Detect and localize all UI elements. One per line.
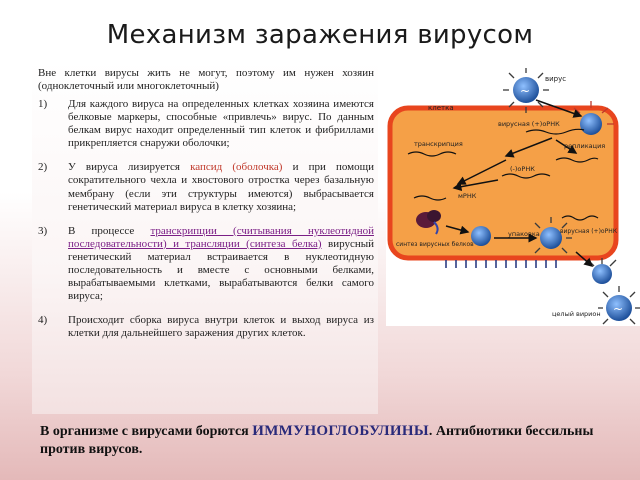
step-text: [68, 98, 374, 150]
label-neg-rna: (-)оРНК: [510, 165, 535, 173]
step-number: 2): [38, 161, 48, 174]
footer-text: [40, 422, 600, 459]
released-virion-icon: [598, 286, 640, 324]
footer-text-before: В организме с вирусами борются: [40, 424, 253, 439]
step-number: 4): [38, 314, 48, 327]
step-text-segment: В процессе: [68, 224, 151, 237]
label-packing: упаковка: [508, 230, 540, 238]
text-panel: [32, 60, 378, 414]
host-cell: [390, 108, 616, 258]
step-item: [38, 225, 374, 304]
step-text-segment: и при помощи сократительного чехла и хвостового отростка через базальную мембрану (если эти структуры имеются) выбрасывается генетический материал вируса в клетку хозяина;: [68, 161, 374, 213]
step-text-segment: Происходит сборка вируса внутри клеток и выход вируса из клетки для дальнейшего заражения других клеток.: [68, 314, 374, 340]
diagram-svg: [386, 68, 640, 326]
label-cell: клетка: [428, 104, 454, 112]
capsid-term: капсид (оболочка): [190, 161, 283, 174]
step-text-segment: У вируса лизируется: [68, 161, 191, 174]
step-text: [68, 225, 374, 304]
budding-virus-icon: [588, 258, 616, 284]
svg-text:~: ~: [613, 302, 624, 316]
footer-text-after: . Антибиотики бессильны против вирусов.: [40, 424, 594, 457]
slide-title: Механизм заражения вирусом: [106, 20, 534, 50]
immunoglobulins-term: ИММУНОГЛОБУЛИНЫ: [252, 423, 429, 439]
label-mrna: мРНК: [458, 192, 477, 200]
label-virus: вирус: [545, 75, 567, 83]
intro-paragraph: Вне клетки вирусы жить не могут, поэтому им нужен хозяин (одноклеточный или многоклеточный): [38, 67, 374, 93]
step-text: [68, 161, 374, 213]
step-item: [38, 161, 374, 213]
label-transcription: транскрипция: [414, 140, 463, 148]
step-number: 1): [38, 98, 48, 110]
step-text: [68, 314, 374, 340]
steps-list: [38, 98, 374, 352]
label-viral-rna-2: вирусная (+)оРНК: [560, 228, 617, 235]
svg-text:~: ~: [520, 84, 531, 98]
step-item: [38, 98, 374, 150]
label-synthesis: синтез вирусных белков: [396, 241, 474, 248]
label-viral-rna: вирусная (+)оРНК: [498, 120, 560, 128]
capsid-ball-icon: [471, 226, 491, 246]
step-number: 3): [38, 224, 48, 237]
transcription-translation-link[interactable]: транскрипции (считывания нуклеотидной последовательности) и трансляции (синтеза белка): [68, 224, 374, 250]
step-text-segment: Для каждого вируса на определенных клетках хозяина имеются белковые маркеры, способные «привлечь» вирус. По данным белкам вирус находит определенный тип клеток и фибриллами прикрепляется снаружи оболочки;: [68, 98, 374, 150]
cell-receptors: [446, 260, 556, 268]
step-item: [38, 314, 374, 340]
virus-infection-diagram: [386, 68, 640, 326]
label-replication: репликация: [564, 142, 606, 150]
label-virion: целый вирион: [552, 310, 601, 318]
step-text-segment: вирусный генетический материал встраивается в нуклеотидную последовательность и вместе с основными белками, вырабатываемыми клетками, вырабатываются белки самого вируса;: [68, 237, 375, 303]
